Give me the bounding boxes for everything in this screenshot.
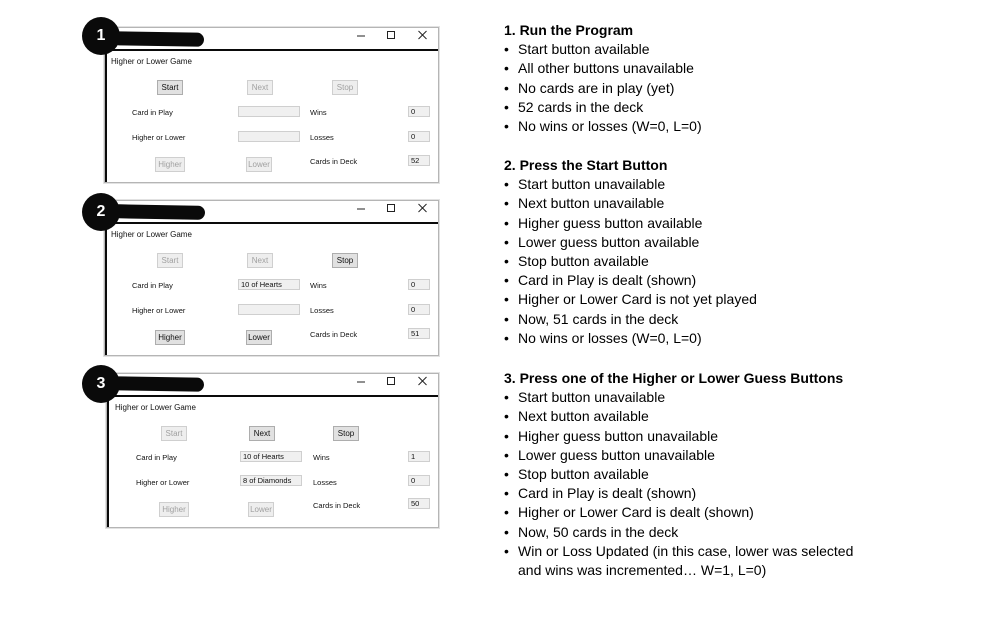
losses-field: 0 [408,131,430,142]
step-badge-1: 1 [82,17,120,55]
list-item: • Next button unavailable [504,194,984,213]
step-list [504,388,874,580]
close-icon[interactable] [414,203,430,213]
cards-in-deck-field: 51 [408,328,430,339]
losses-field: 0 [408,304,430,315]
card-in-play-field: 10 of Hearts [238,279,300,290]
lower-button[interactable]: Lower [246,330,272,345]
list-item: • Lower guess button unavailable [504,446,874,465]
step-badge-2: 2 [82,193,120,231]
list-item: • Start button unavailable [504,388,874,407]
step-heading: 1. Run the Program [504,22,634,38]
cards-in-deck-label: Cards in Deck [310,330,358,339]
start-button[interactable]: Start [157,253,183,268]
card-in-play-label: Card in Play [132,108,173,117]
title-bar-border [105,49,438,51]
losses-label: Losses [310,306,334,315]
redaction-scribble [112,204,205,220]
losses-label: Losses [310,133,334,142]
higher-or-lower-field [238,131,300,142]
list-item: • No wins or losses (W=0, L=0) [504,117,984,136]
higher-or-lower-field [238,304,300,315]
maximize-icon[interactable] [383,203,399,213]
minimize-icon[interactable] [353,203,369,213]
list-item: • Higher or Lower Card is not yet played [504,290,984,309]
app-title: Higher or Lower Game [115,403,196,412]
stop-button[interactable]: Stop [332,253,358,268]
redaction-scribble [112,31,204,47]
list-item: • Win or Loss Updated (in this case, lower was selected and wins was incremented… W=1, L=0) [504,542,874,580]
list-item: • Next button available [504,407,874,426]
step-list [504,40,984,136]
higher-button[interactable]: Higher [155,157,185,172]
list-item: • Higher or Lower Card is dealt (shown) [504,503,874,522]
cards-in-deck-label: Cards in Deck [310,157,358,166]
redaction-scribble [112,376,204,392]
window-border [105,222,107,355]
next-button[interactable]: Next [247,80,273,95]
list-item: • Stop button available [504,465,874,484]
game-window-2 [104,200,439,356]
higher-or-lower-field: 8 of Diamonds [240,475,302,486]
higher-or-lower-label: Higher or Lower [132,133,186,142]
list-item: • Now, 51 cards in the deck [504,310,984,329]
list-item: • Higher guess button unavailable [504,427,874,446]
list-item: • Start button available [504,40,984,59]
card-in-play-field: 10 of Hearts [240,451,302,462]
step-heading: 2. Press the Start Button [504,157,668,173]
losses-field: 0 [408,475,430,486]
lower-button[interactable]: Lower [246,157,272,172]
higher-button[interactable]: Higher [155,330,185,345]
higher-or-lower-label: Higher or Lower [132,306,186,315]
minimize-icon[interactable] [353,30,369,40]
stop-button[interactable]: Stop [332,80,358,95]
maximize-icon[interactable] [383,376,399,386]
close-icon[interactable] [414,30,430,40]
wins-label: Wins [310,281,327,290]
instructions-step-3 [504,369,874,580]
card-in-play-label: Card in Play [136,453,177,462]
higher-button[interactable]: Higher [159,502,189,517]
cards-in-deck-label: Cards in Deck [313,501,361,510]
list-item: • No cards are in play (yet) [504,79,984,98]
list-item: • Now, 50 cards in the deck [504,523,874,542]
wins-label: Wins [313,453,330,462]
app-title: Higher or Lower Game [111,57,192,66]
cards-in-deck-field: 50 [408,498,430,509]
list-item: • No wins or losses (W=0, L=0) [504,329,984,348]
lower-button[interactable]: Lower [248,502,274,517]
list-item: • 52 cards in the deck [504,98,984,117]
app-title: Higher or Lower Game [111,230,192,239]
list-item: • Lower guess button available [504,233,984,252]
minimize-icon[interactable] [353,376,369,386]
wins-field: 0 [408,106,430,117]
title-bar-border [107,395,438,397]
step-heading: 3. Press one of the Higher or Lower Guess Buttons [504,370,844,386]
instructions-step-1 [504,21,984,136]
wins-field: 1 [408,451,430,462]
instructions-step-2 [504,156,984,348]
step-badge-3: 3 [82,365,120,403]
card-in-play-label: Card in Play [132,281,173,290]
maximize-icon[interactable] [383,30,399,40]
game-window-1 [104,27,439,183]
next-button[interactable]: Next [249,426,275,441]
list-item: • Stop button available [504,252,984,271]
start-button[interactable]: Start [161,426,187,441]
wins-field: 0 [408,279,430,290]
losses-label: Losses [313,478,337,487]
start-button[interactable]: Start [157,80,183,95]
next-button[interactable]: Next [247,253,273,268]
title-bar-border [105,222,438,224]
higher-or-lower-label: Higher or Lower [136,478,190,487]
list-item: • All other buttons unavailable [504,59,984,78]
list-item: • Card in Play is dealt (shown) [504,484,874,503]
card-in-play-field [238,106,300,117]
window-border [105,49,107,182]
list-item: • Start button unavailable [504,175,984,194]
list-item: • Card in Play is dealt (shown) [504,271,984,290]
list-item: • Higher guess button available [504,214,984,233]
game-window-3 [106,373,439,528]
stop-button[interactable]: Stop [333,426,359,441]
wins-label: Wins [310,108,327,117]
cards-in-deck-field: 52 [408,155,430,166]
window-border [107,395,109,527]
close-icon[interactable] [414,376,430,386]
step-list [504,175,984,348]
